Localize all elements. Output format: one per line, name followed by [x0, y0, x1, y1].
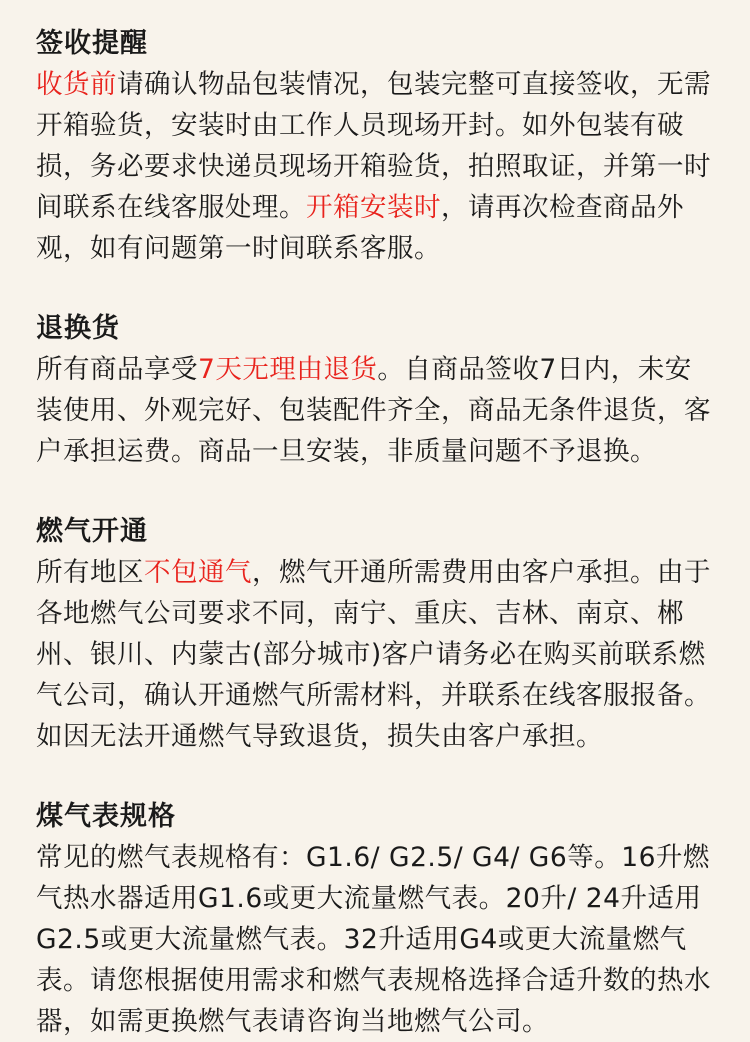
- section-returns: [36, 309, 716, 472]
- body-text: 所有地区: [36, 557, 144, 588]
- section-title: 签收提醒: [36, 28, 148, 59]
- highlight-text: 不包通气: [144, 557, 252, 588]
- highlight-text: 7天无理由退货: [198, 354, 378, 385]
- section-title: 燃气开通: [36, 516, 148, 547]
- section-body: [36, 64, 716, 269]
- body-text: ，请再次检查商品外观，如有问题第一时间联系客服。: [36, 192, 684, 264]
- section-gas-activation: [36, 512, 716, 757]
- section-sign-reminder: [36, 24, 716, 269]
- section-body: [36, 552, 716, 757]
- body-text: 。自商品签收7日内，未安装使用、外观完好、包装配件齐全，商品无条件退货，客户承担运费。商品一旦安装，非质量问题不予退换。: [36, 354, 711, 467]
- section-title: 退换货: [36, 313, 120, 344]
- body-text: 请确认物品包装情况，包装完整可直接签收，无需开箱验货，安装时由工作人员现场开封。如外包装有破损，务必要求快递员现场开箱验货，拍照取证，并第一时间联系在线客服处理。: [36, 69, 711, 223]
- section-body: [36, 837, 716, 1042]
- body-text: ，燃气开通所需费用由客户承担。由于各地燃气公司要求不同，南宁、重庆、吉林、南京、郴州、银川、内蒙古(部分城市)客户请务必在购买前联系燃气公司，确认开通燃气所需材料，并联系在线客服报备。如因无法开通燃气导致退货，损失由客户承担。: [36, 557, 711, 752]
- section-title: 煤气表规格: [36, 801, 176, 832]
- highlight-text: 收货前: [36, 69, 117, 100]
- section-body: [36, 349, 716, 472]
- section-gas-meter-spec: [36, 797, 716, 1042]
- body-text: 所有商品享受: [36, 354, 198, 385]
- highlight-text: 开箱安装时: [306, 192, 441, 223]
- body-text: 常见的燃气表规格有：G1.6/ G2.5/ G4/ G6等。16升燃气热水器适用G1.6或更大流量燃气表。20升/ 24升适用G2.5或更大流量燃气表。32升适用G4或更大流量燃气表。请您根据使用需求和燃气表规格选择合适升数的热水器，如需更换燃气表请咨询当地燃气公司。: [36, 842, 711, 1037]
